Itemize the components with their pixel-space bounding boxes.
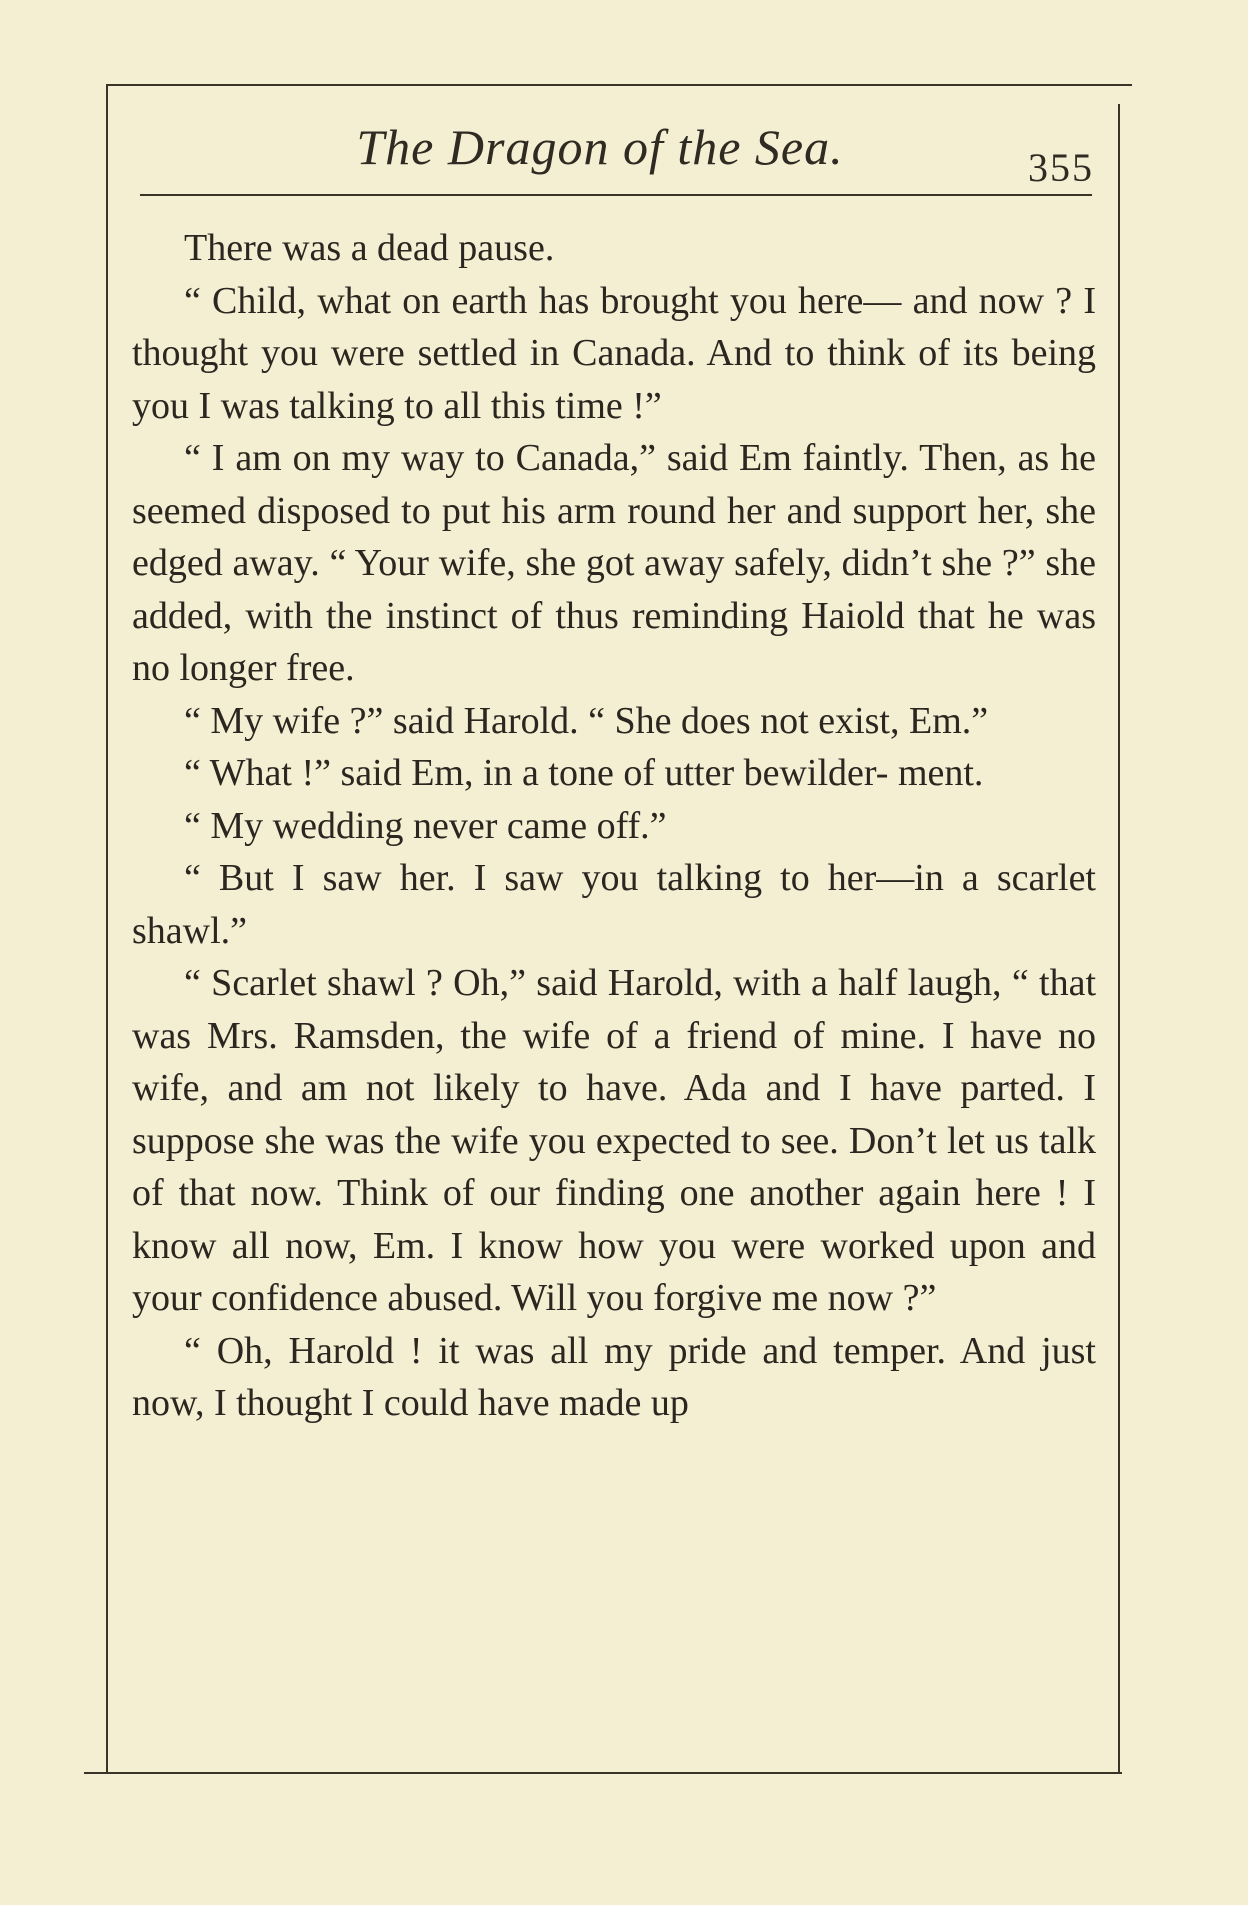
paragraph: “ But I saw her. I saw you talking to her—in a scarlet shawl.” (132, 857, 1096, 952)
paragraph: “ Scarlet shawl ? Oh,” said Harold, with a half laugh, “ that was Mrs. Ramsden, the wife of a friend of mine. I have no wife, and am not likely to have. Ada and I have parted. I suppose she was the wife you expected to see. Don’t let us talk of that now. Think of our finding one another again here ! I know all now, Em. I know how you were worked upon and your confidence abused. Will you forgive me now ?” (132, 962, 1096, 1319)
running-title: The Dragon of the Sea. (356, 119, 844, 175)
body-text (132, 222, 1096, 1430)
paragraph: “ I am on my way to Canada,” said Em faintly. Then, as he seemed disposed to put his arm round her and support her, she edged away. “ Your wife, she got away safely, didn’t she ?” she added, with the instinct of thus reminding Haiold that he was no longer free. (132, 437, 1096, 689)
top-border-rule (108, 84, 1132, 86)
paragraph: There was a dead pause. (184, 227, 555, 269)
paragraph: “ My wedding never came off.” (184, 804, 667, 847)
paragraph: “ Oh, Harold ! it was all my pride and temper. And just now, I thought I could have made up (132, 1329, 1096, 1424)
paragraph: “ Child, what on earth has brought you here— and now ? I thought you were settled in Canada. And to think of its being you I was talking to all this time !” (132, 279, 1096, 427)
page-number: 355 (1028, 145, 1094, 190)
right-border-rule (1118, 104, 1120, 1772)
paragraph: “ My wife ?” said Harold. “ She does not exist, Em.” (184, 699, 989, 742)
page-header (140, 118, 1100, 208)
paragraph: “ What !” said Em, in a tone of utter bewilder- ment. (184, 752, 984, 794)
left-border-rule (106, 84, 108, 1774)
bottom-border-rule (84, 1772, 1122, 1774)
